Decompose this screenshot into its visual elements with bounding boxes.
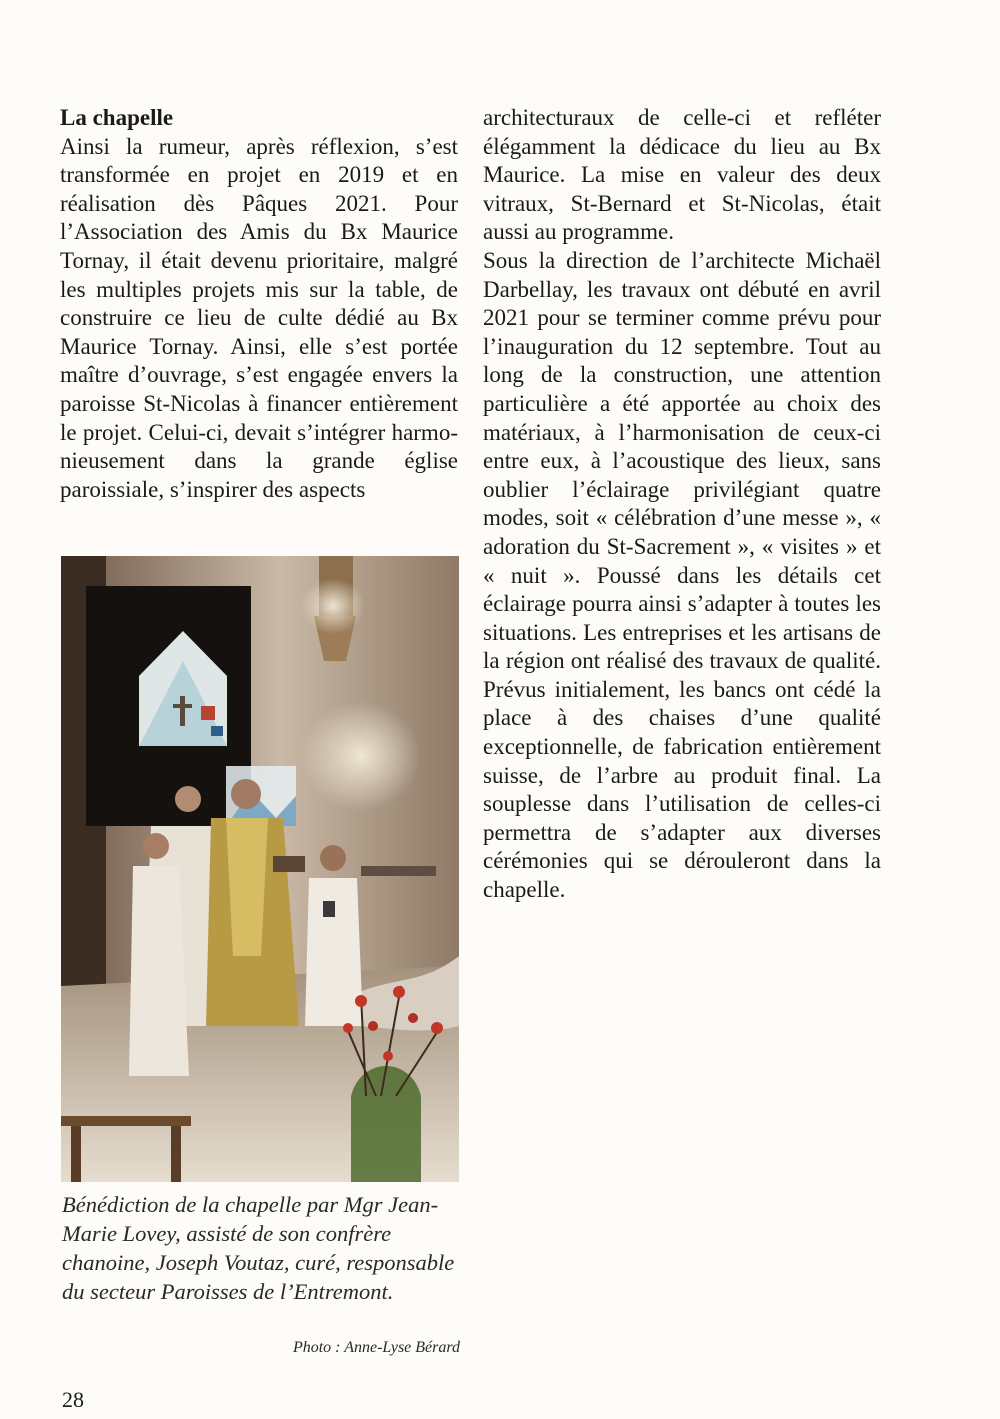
- photo-caption: Bénédiction de la chapelle par Mgr Jean-Marie Lovey, assisté de son confrère chanoine, Joseph Voutaz, curé, responsable du secteur Paroisses de l’Entremont.: [62, 1192, 455, 1304]
- right-column: [483, 104, 881, 905]
- paragraph-right-2: Sous la direction de l’architecte Michaël Darbellay, les travaux ont débuté en avril 2021 pour se terminer comme prévu pour l’inauguration du 12 septembre. Tout au long de la construction, une attention particulière a été apportée au choix des matériaux, à l’harmonisation de ceux-ci entre eux, à l’acoustique des lieux, sans oublier l’éclairage privilégiant quatre modes, soit « célébration d’une messe », « adoration du St-Sacrement », « visites » et « nuit ». Poussé dans les détails cet éclairage pourra ainsi s’adapter à toutes les situations. Les entreprises et les artisans de la région ont réalisé des travaux de qualité. Prévus initialement, les bancs ont cédé la place à des chaises d’une qualité exceptionnelle, de fabrication entièrement suisse, de l’arbre au produit final. La souplesse dans l’utilisation de celles-ci permettra de s’adapter aux diverses cérémonies qui se dérouleront dans la chapelle.: [483, 247, 881, 903]
- section-heading: La chapelle: [60, 105, 174, 130]
- page-number: 28: [62, 1387, 84, 1412]
- photo-illustration: [61, 556, 459, 1182]
- left-column: [60, 104, 458, 504]
- paragraph-right-1: architecturaux de celle-ci et refléter élégamment la dédicace du lieu au Bx Maurice. La mise en valeur des deux vitraux, St-Bernard et St-Nicolas, était aussi au programme.: [483, 105, 881, 245]
- chapel-photo: [61, 556, 459, 1182]
- paragraph-left: Ainsi la rumeur, après réflexion, s’est transformée en projet en 2019 et en réalisation dès Pâques 2021. Pour l’Association des Amis du Bx Maurice Tornay, il était devenu prioritaire, malgré les multiples projets mis sur la table, de construire ce lieu de culte dédié au Bx Maurice Tornay. Ainsi, elle s’est portée maître d’ouvrage, s’est engagée envers la paroisse St-Nicolas à financer entièrement le projet. Celui-ci, devait s’intégrer harmonieusement dans la grande église paroissiale, s’inspirer des aspects: [60, 133, 458, 502]
- photo-credit: Photo : Anne-Lyse Bérard: [292, 1339, 460, 1356]
